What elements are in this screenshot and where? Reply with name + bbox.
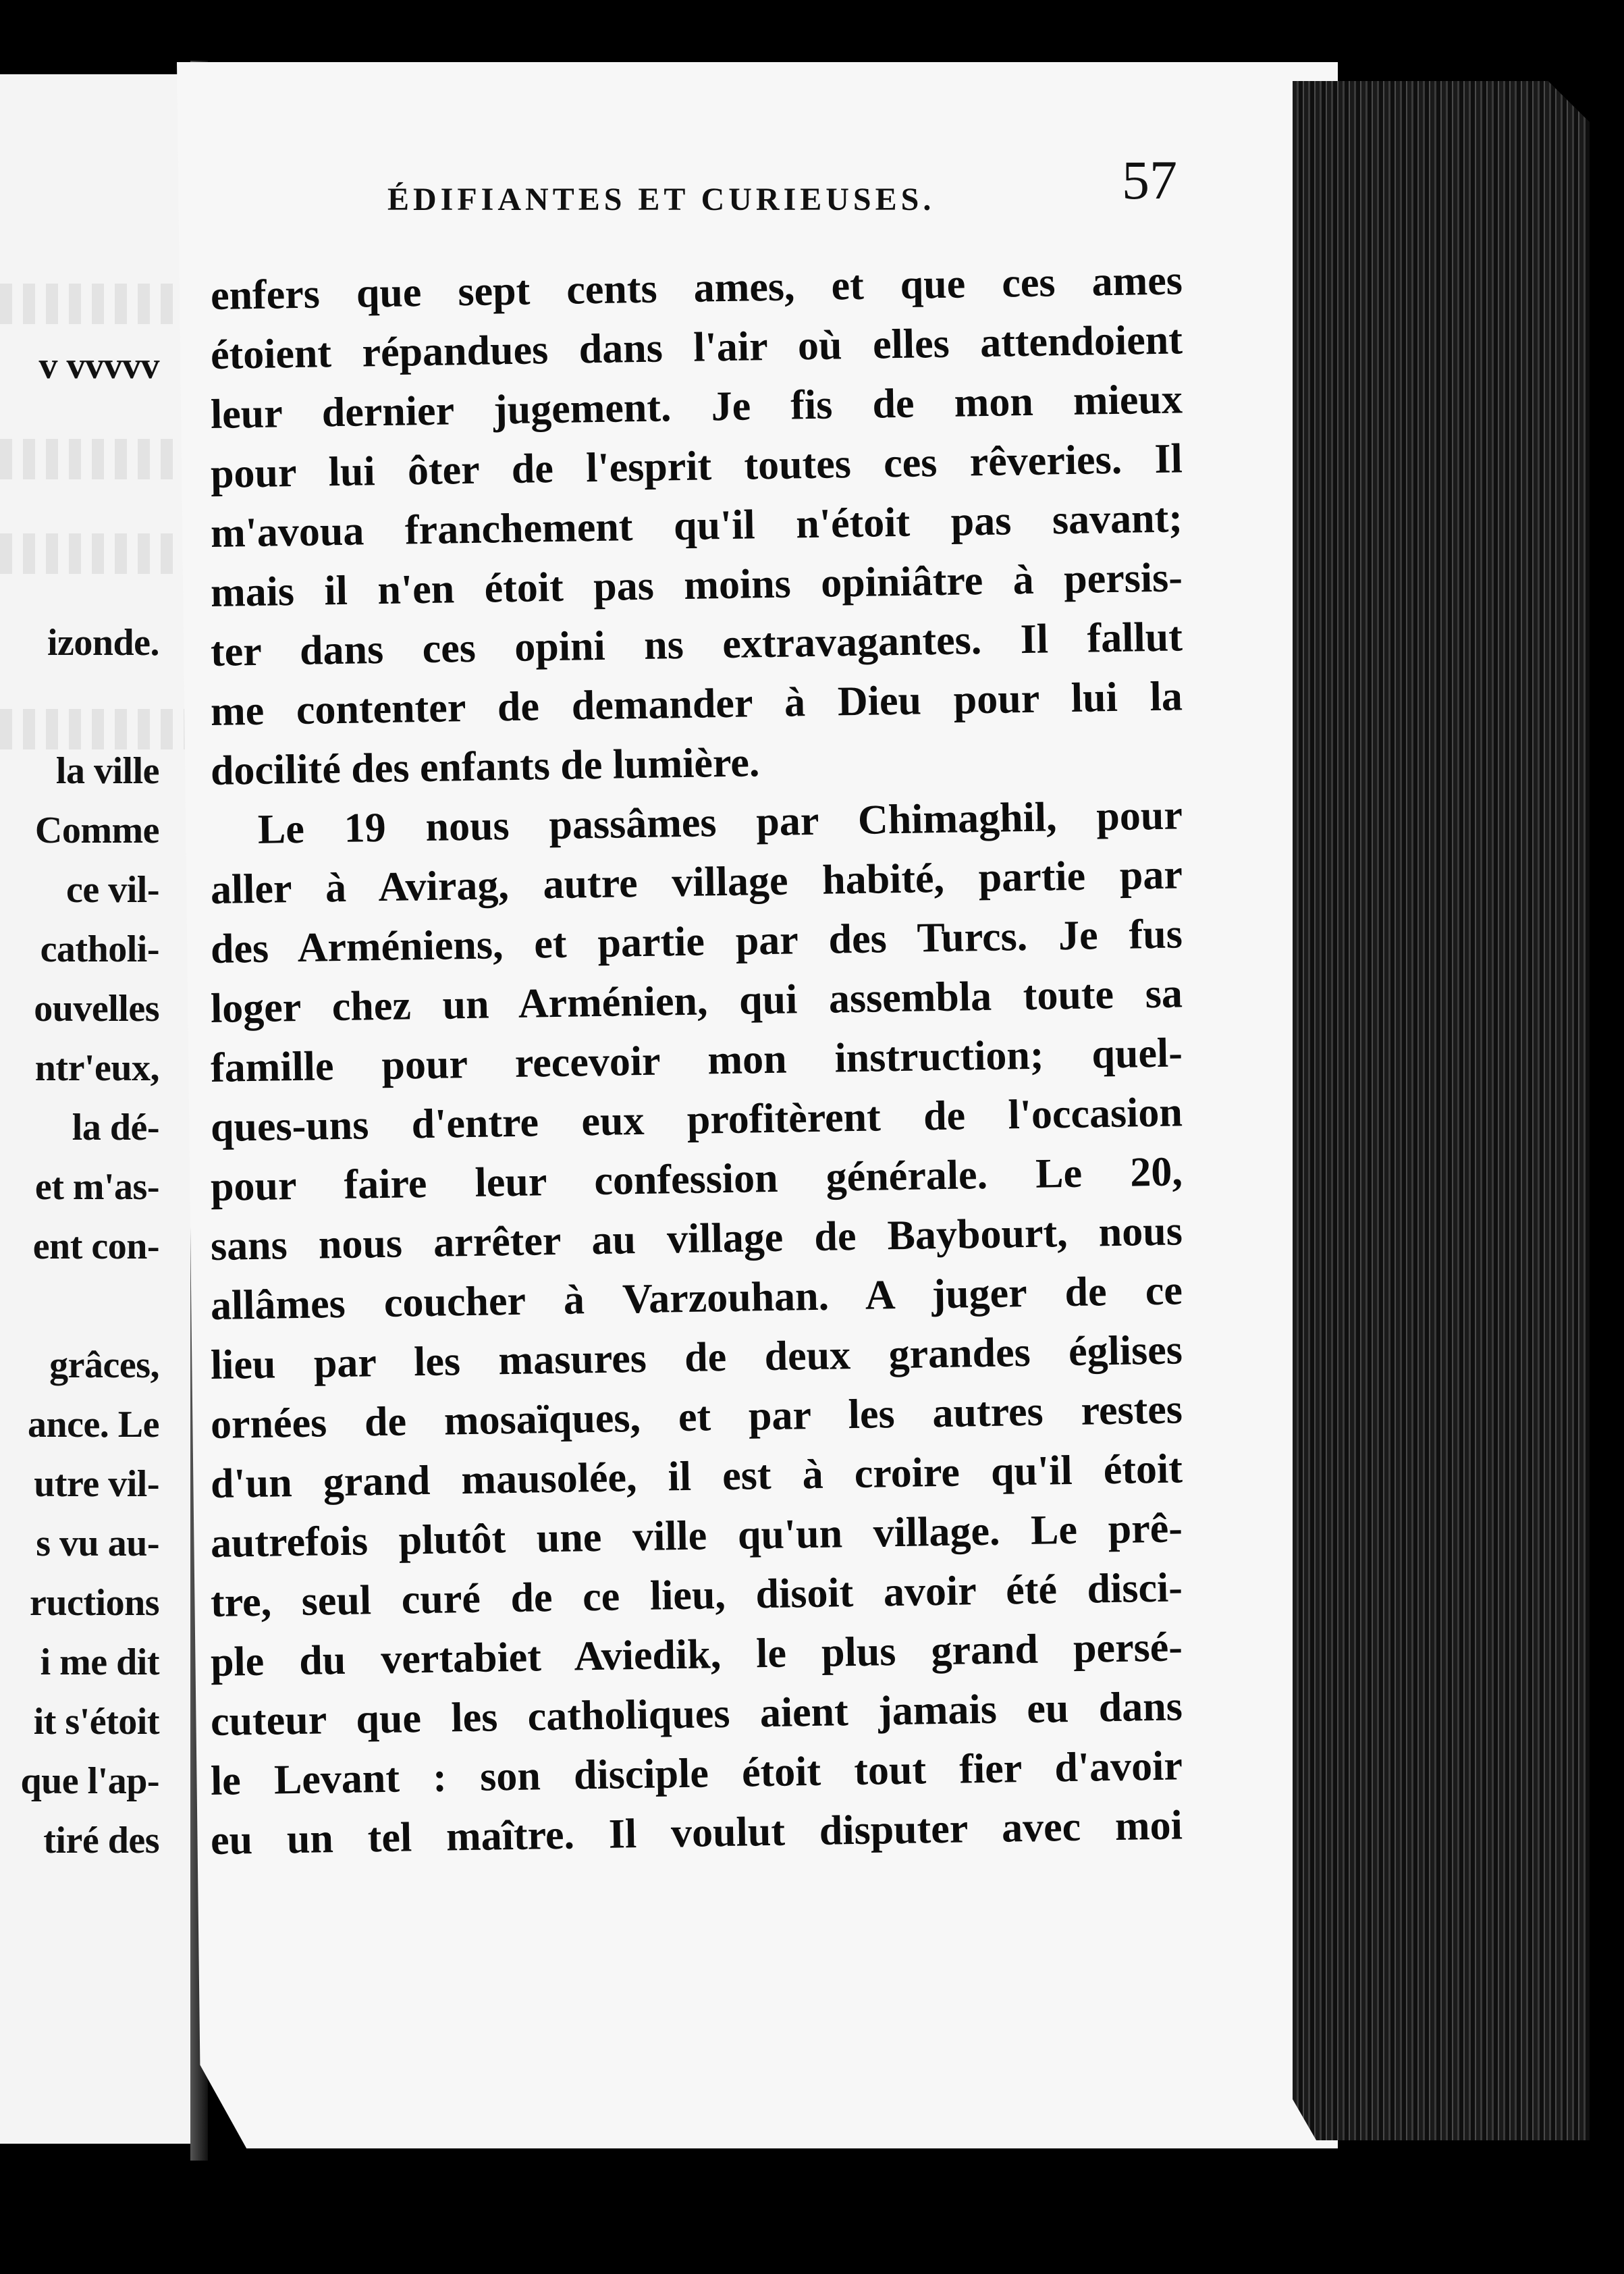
text-line: le Levant : son disciple étoit tout fier d'avoir (210, 1743, 1183, 1804)
left-page-fragment: grâces, (49, 1344, 159, 1386)
left-page-fragment: utre vil- (34, 1463, 159, 1505)
left-page-fragment: Comme (34, 810, 159, 851)
page-number: 57 (1122, 149, 1177, 211)
left-page-fragment: catholi- (40, 928, 159, 970)
left-page-fragment: it s'étoit (33, 1701, 159, 1743)
text-line: eu un tel maître. Il voulut disputer avec moi (210, 1802, 1183, 1863)
text-line: leur dernier jugement. Je fis de mon mieux (210, 376, 1183, 438)
text-line: étoient répandues dans l'air où elles attendoient (210, 317, 1183, 378)
left-page (0, 74, 194, 2144)
left-page-fragment: la dé- (72, 1107, 159, 1148)
text-line: docilité des enfants de lumière. (210, 739, 760, 794)
text-line: ter dans ces opini ns extravagantes. Il fallut (210, 614, 1183, 675)
left-page-fragment: v vvvvv (38, 345, 159, 387)
text-line: aller à Avirag, autre village habité, partie par (210, 851, 1183, 913)
text-line: ornées de mosaïques, et par les autres restes (210, 1386, 1183, 1448)
text-line: me contenter de demander à Dieu pour lui la (210, 673, 1183, 735)
text-line: loger chez un Arménien, qui assembla toute sa (210, 970, 1183, 1032)
left-page-fragment: ouvelles (34, 988, 159, 1030)
body-text (210, 257, 1183, 1870)
text-line: m'avoua franchement qu'il n'étoit pas savant; (210, 495, 1183, 556)
text-line: des Arméniens, et partie par des Turcs. Je fus (210, 911, 1183, 972)
left-page-fragment: tiré des (43, 1820, 159, 1861)
left-page-fragment: ance. Le (27, 1404, 159, 1446)
text-line: mais il n'en étoit pas moins opiniâtre à persis- (210, 554, 1183, 616)
text-line: autrefois plutôt une ville qu'un village. Le prê- (210, 1505, 1183, 1566)
left-page-fragment: la ville (55, 750, 159, 792)
page-header (211, 149, 1183, 230)
text-line: tre, seul curé de ce lieu, disoit avoir été disci- (210, 1564, 1183, 1626)
page-edges (1293, 81, 1590, 2140)
text-line: pour lui ôter de l'esprit toutes ces rêveries. Il (210, 435, 1183, 497)
text-line: allâmes coucher à Varzouhan. A juger de ce (210, 1267, 1183, 1329)
bleed-through-line (0, 709, 190, 749)
text-line: Le 19 nous passâmes par Chimaghil, pour (257, 792, 1183, 853)
left-page-fragment: ce vil- (66, 869, 159, 911)
left-page-fragment: izonde. (47, 622, 159, 664)
left-page-fragment: et m'as- (34, 1166, 159, 1208)
left-page-fragment: ructions (30, 1582, 159, 1624)
bleed-through-line (0, 439, 190, 479)
left-page-fragment: i me dit (40, 1641, 159, 1683)
bleed-through-line (0, 533, 190, 574)
left-page-fragment: ent con- (32, 1225, 159, 1267)
text-line: famille pour recevoir mon instruction; quel- (210, 1030, 1183, 1091)
bleed-through-line (0, 284, 190, 324)
text-line: sans nous arrêter au village de Baybourt, nous (210, 1208, 1183, 1269)
text-line: lieu par les masures de deux grandes églises (210, 1327, 1183, 1388)
running-head: ÉDIFIANTES ET CURIEUSES. (387, 182, 936, 217)
text-line: cuteur que les catholiques aient jamais eu dans (210, 1683, 1183, 1745)
text-line: pour faire leur confession générale. Le 20, (210, 1148, 1183, 1210)
left-page-fragment: que l'ap- (20, 1760, 159, 1802)
text-line: enfers que sept cents ames, et que ces ames (210, 257, 1183, 319)
text-line: ques-uns d'entre eux profitèrent de l'occasion (210, 1089, 1183, 1151)
text-line: ple du vertabiet Aviedik, le plus grand persé- (210, 1624, 1183, 1685)
text-line: d'un grand mausolée, il est à croire qu'il étoit (210, 1446, 1183, 1507)
left-page-fragment: ntr'eux, (34, 1047, 159, 1089)
left-page-fragment: s vu au- (36, 1523, 159, 1564)
